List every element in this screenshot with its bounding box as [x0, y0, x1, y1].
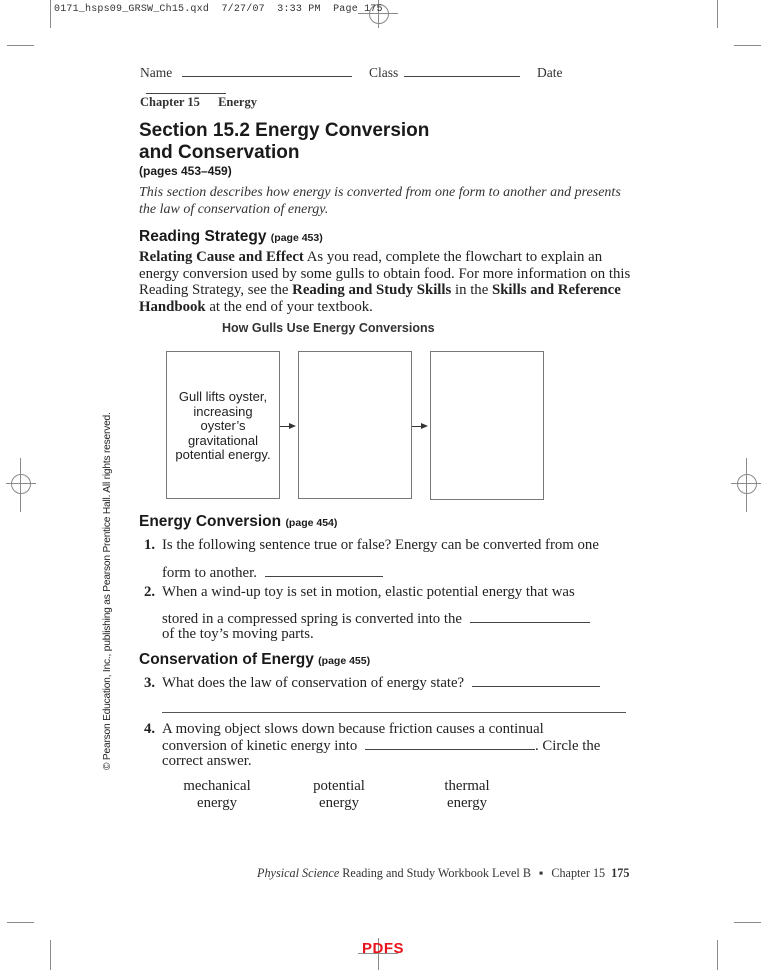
question-2	[144, 584, 634, 601]
slug-page: Page 175	[333, 4, 383, 15]
name-field[interactable]	[182, 64, 352, 77]
crop-mark	[7, 45, 34, 46]
question-number: 1.	[144, 537, 156, 553]
flow-arrow-icon	[421, 423, 428, 429]
choice-text: thermal	[444, 778, 490, 794]
instruction-text: As you read, complete the flowchart to explain an energy conversion used by some gulls to obtain food. For more information on this Reading Strategy, see the	[139, 249, 631, 298]
section-intro: This section describes how energy is converted from one form to another and presents the law of conservation of energy.	[139, 185, 621, 217]
book-title: Reading and Study Workbook Level B	[339, 866, 531, 880]
bullet-icon: ▪	[538, 866, 544, 880]
box-line: gravitational	[187, 432, 259, 448]
heading-page-ref: (page 455)	[318, 655, 371, 667]
class-label: Class	[368, 65, 399, 80]
question-text: A moving object slows down because friction causes a continual	[162, 721, 544, 737]
date-field[interactable]	[146, 81, 226, 94]
question-4-continuation: correct answer.	[162, 753, 252, 769]
reading-strategy-heading	[139, 228, 323, 246]
section-title-line1: Section 15.2 Energy Conversion	[139, 120, 430, 141]
question-2-continuation	[162, 610, 590, 628]
flowchart-box-1	[166, 351, 280, 499]
chapter-title: Energy	[218, 95, 257, 109]
box-line: potential energy.	[175, 447, 271, 462]
flowchart-box-3[interactable]	[430, 351, 544, 500]
heading-page-ref: (page 454)	[285, 517, 338, 529]
energy-conversion-heading	[139, 513, 337, 531]
slug-file: 0171_hsps09_GRSW_Ch15.qxd	[54, 4, 210, 15]
chapter-number: Chapter 15	[140, 95, 200, 109]
choice-mechanical-energy[interactable]	[176, 778, 258, 812]
question-4-continuation	[162, 737, 600, 755]
question-4	[144, 721, 634, 738]
crop-mark	[734, 922, 761, 923]
answer-4-field[interactable]	[365, 737, 535, 750]
reading-strategy-instructions	[139, 249, 631, 315]
answer-2-field[interactable]	[470, 610, 590, 623]
conservation-heading	[139, 651, 370, 669]
question-3	[144, 674, 634, 692]
question-text: Is the following sentence true or false? Energy can be converted from one	[162, 537, 599, 553]
instruction-text: at the end of your textbook.	[205, 298, 373, 315]
question-text: When a wind-up toy is set in motion, elastic potential energy that was	[162, 584, 575, 600]
print-slug	[54, 4, 383, 15]
footer-chapter: Chapter 15	[551, 866, 606, 880]
book-title-italic: Physical Science	[257, 866, 340, 880]
crop-mark	[717, 0, 718, 28]
question-2-continuation: of the toy’s moving parts.	[162, 626, 314, 642]
chapter-label	[140, 95, 257, 110]
heading-text: Conservation of Energy	[139, 651, 314, 668]
question-text: What does the law of conservation of energy state?	[162, 675, 465, 691]
question-1-continuation	[162, 564, 383, 582]
question-1	[144, 537, 634, 554]
page-number: 175	[611, 866, 630, 880]
answer-3-field[interactable]	[472, 674, 600, 687]
name-label: Name	[140, 65, 173, 80]
slug-date: 7/27/07	[221, 4, 265, 15]
strategy-name: Relating Cause and Effect	[139, 249, 304, 265]
class-field[interactable]	[404, 64, 520, 77]
box-line: increasing	[193, 403, 253, 419]
crop-mark	[50, 940, 51, 970]
choice-text: energy	[197, 795, 237, 811]
choice-text: potential	[313, 778, 365, 794]
heading-text: Reading Strategy	[139, 228, 267, 245]
crop-mark	[717, 940, 718, 970]
answer-3-line-2[interactable]	[162, 712, 626, 713]
box-line: Gull lifts oyster,	[178, 389, 268, 404]
question-text: . Circle the	[535, 738, 601, 754]
question-text: stored in a compressed spring is converted into the	[162, 611, 462, 627]
crop-mark	[50, 0, 51, 28]
choice-potential-energy[interactable]	[303, 778, 375, 812]
box-line: oyster’s	[200, 418, 246, 433]
heading-page-ref: (page 453)	[270, 232, 323, 244]
handbook-reference: Skills and Reference Handbook	[139, 282, 621, 315]
student-info-row	[140, 64, 630, 98]
page-footer	[257, 866, 629, 881]
choice-text: mechanical	[183, 778, 251, 794]
section-pages: (pages 453–459)	[139, 164, 232, 178]
question-number: 3.	[144, 675, 156, 691]
instruction-text: in the	[451, 282, 492, 298]
watermark-logo: PDFS	[362, 940, 405, 957]
section-title-line2: and Conservation	[139, 142, 300, 163]
choice-text: energy	[447, 795, 487, 811]
copyright-notice: © Pearson Education, Inc., publishing as Pearson Prentice Hall. All rights reserved.	[102, 412, 113, 770]
section-title	[139, 120, 429, 164]
registration-mark-icon	[737, 474, 757, 494]
skills-reference: Reading and Study Skills	[292, 282, 452, 298]
date-label: Date	[537, 65, 563, 80]
choice-thermal-energy[interactable]	[434, 778, 500, 812]
flowchart-title: How Gulls Use Energy Conversions	[222, 321, 435, 335]
choice-text: energy	[319, 795, 359, 811]
slug-time: 3:33 PM	[277, 4, 321, 15]
crop-mark	[734, 45, 761, 46]
question-text: conversion of kinetic energy into	[162, 738, 358, 754]
question-number: 4.	[144, 721, 156, 737]
crop-mark	[7, 922, 34, 923]
question-text: form to another.	[162, 565, 257, 581]
flow-arrow-icon	[289, 423, 296, 429]
flowchart-box-1-text	[167, 390, 279, 463]
answer-1-field[interactable]	[265, 564, 383, 577]
heading-text: Energy Conversion	[139, 513, 282, 530]
registration-mark-icon	[11, 474, 31, 494]
question-number: 2.	[144, 584, 156, 600]
flowchart-box-2[interactable]	[298, 351, 412, 499]
